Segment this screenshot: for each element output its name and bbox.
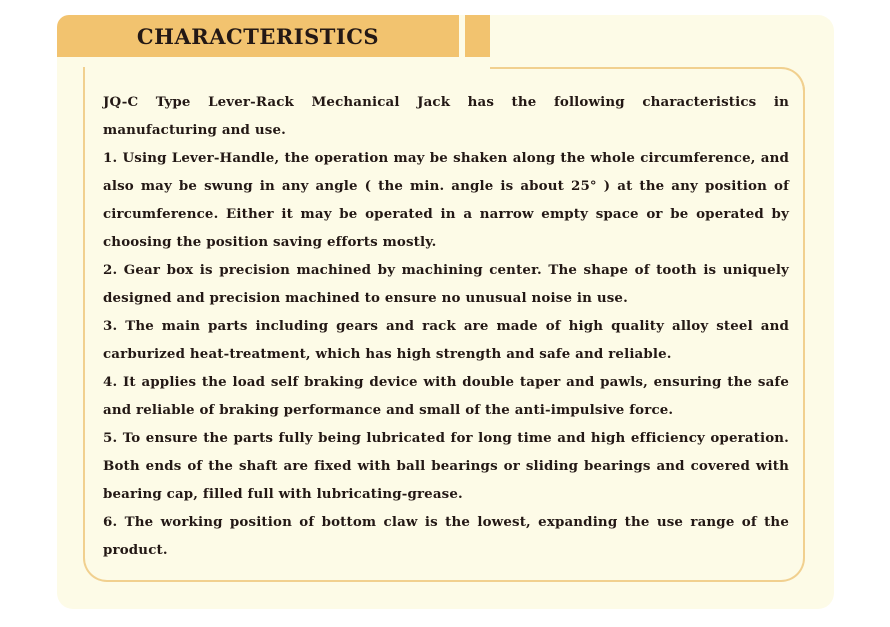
section-header-tab <box>57 15 459 57</box>
section-title: CHARACTERISTICS <box>136 23 380 49</box>
characteristic-item: 2. Gear box is precision machined by machining center. The shape of tooth is uniquely designed and precision machined to ensure no unusual noise in use. <box>103 262 789 306</box>
intro-paragraph: JQ-C Type Lever-Rack Mechanical Jack has the following characteristics in manufacturing and use. <box>103 94 789 138</box>
characteristics-text <box>103 88 789 564</box>
characteristic-item: 1. Using Lever-Handle, the operation may be shaken along the whole circumference, and also may be swung in any angle ( the min. angle is about 25° ) at the any position of circumference. Either it may be operated in a narrow empty space or be operated by choosing the position saving efforts mostly. <box>103 150 789 250</box>
characteristic-item: 4. It applies the load self braking device with double taper and pawls, ensuring the safe and reliable of braking performance and small of the anti-impulsive force. <box>103 374 789 418</box>
characteristic-item: 3. The main parts including gears and rack are made of high quality alloy steel and carburized heat-treatment, which has high strength and safe and reliable. <box>103 318 789 362</box>
characteristic-item: 6. The working position of bottom claw is the lowest, expanding the use range of the product. <box>103 514 789 558</box>
characteristic-item: 5. To ensure the parts fully being lubricated for long time and high efficiency operation. Both ends of the shaft are fixed with ball bearings or sliding bearings and covered with bearing cap, filled full with lubricating-grease. <box>103 430 789 502</box>
header-accent-block <box>465 15 490 57</box>
